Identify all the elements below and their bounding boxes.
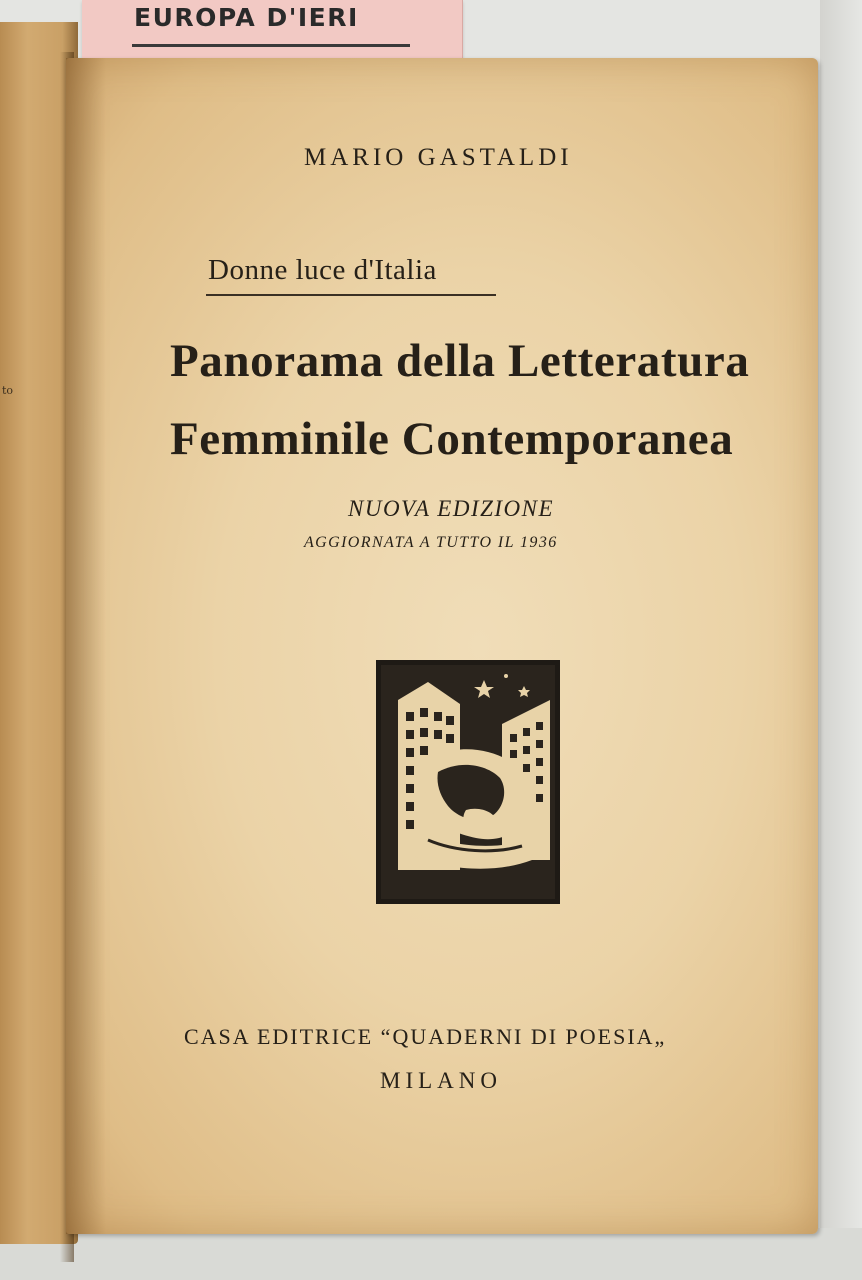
- woodcut-illustration-icon: [376, 660, 560, 904]
- update-note: AGGIORNATA A TUTTO IL 1936: [304, 534, 558, 551]
- book-title-line-1: Panorama della Letteratura: [170, 335, 750, 387]
- title-page: [66, 58, 818, 1234]
- publisher-name: CASA EDITRICE “QUADERNI DI POESIA„: [184, 1024, 667, 1049]
- gutter-shadow: [66, 58, 106, 1234]
- series-underline: [206, 294, 496, 296]
- author-name: MARIO GASTALDI: [304, 144, 573, 171]
- slip-label: EUROPA D'IERI: [134, 3, 359, 32]
- book-title-line-2: Femminile Contemporanea: [170, 413, 734, 465]
- slip-rule: [132, 44, 410, 47]
- background-bottom: [0, 1228, 862, 1280]
- series-title: Donne luce d'Italia: [208, 254, 437, 286]
- publisher-city: MILANO: [380, 1068, 502, 1093]
- background-right: [820, 0, 862, 1280]
- left-page-text-fragment: to: [2, 384, 14, 397]
- edition-note: NUOVA EDIZIONE: [348, 496, 555, 521]
